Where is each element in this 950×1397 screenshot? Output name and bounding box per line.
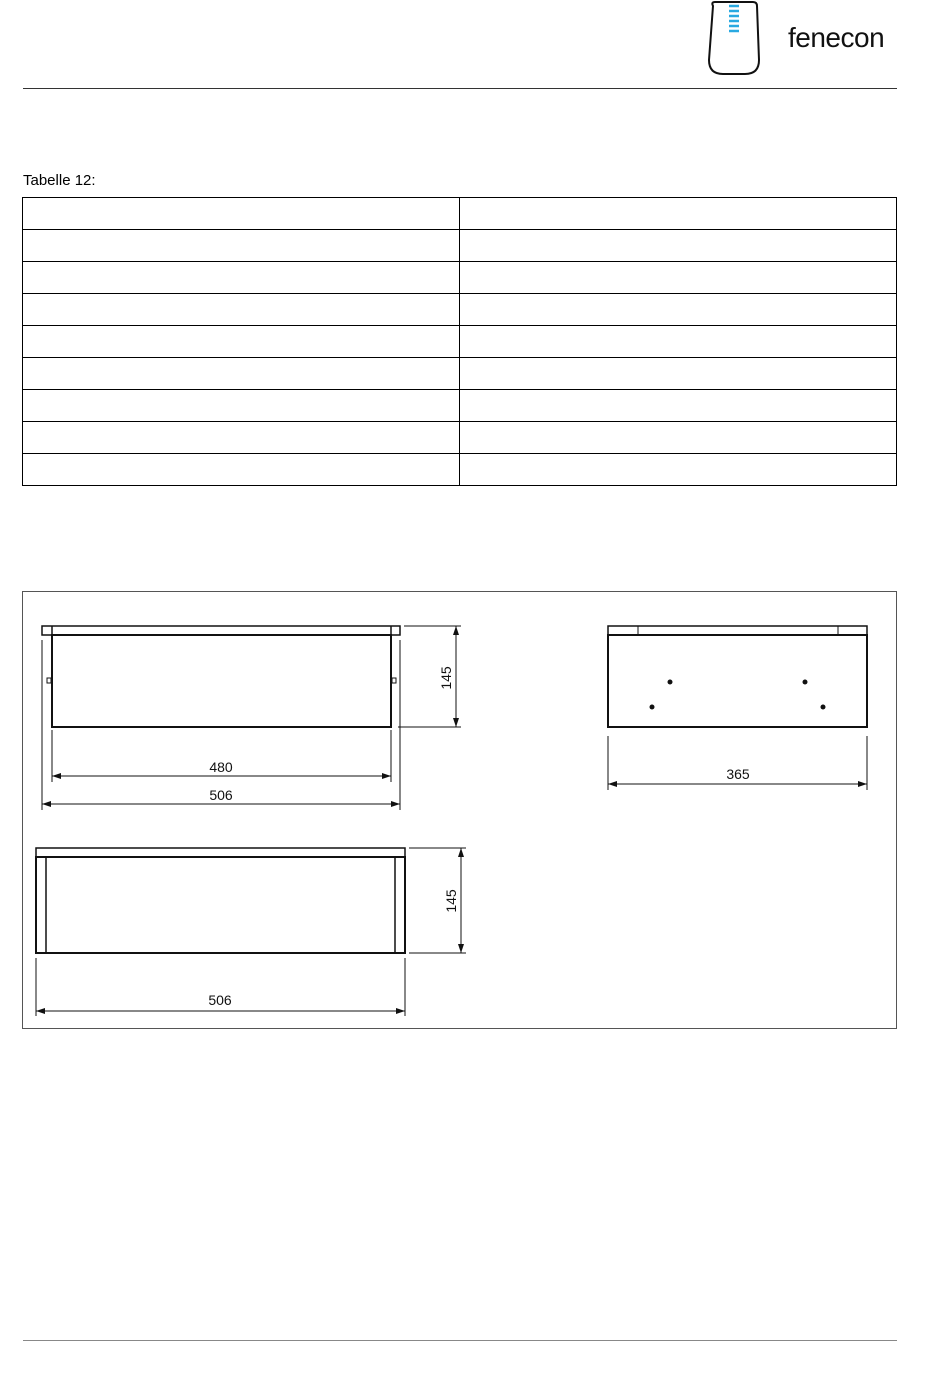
table-cell — [23, 230, 460, 262]
table-row — [23, 198, 897, 230]
table-cell — [460, 454, 897, 486]
top-height-label: 145 — [443, 889, 459, 913]
battery-level-icon — [729, 6, 739, 31]
table-cell — [460, 326, 897, 358]
table-row — [23, 454, 897, 486]
table-cell — [23, 262, 460, 294]
table-row — [23, 326, 897, 358]
table-row — [23, 390, 897, 422]
table-cell — [23, 422, 460, 454]
table-cell — [460, 358, 897, 390]
table-cell — [23, 198, 460, 230]
table-cell — [460, 390, 897, 422]
front-view — [42, 626, 461, 810]
front-outer-width-label: 506 — [209, 787, 233, 803]
table-cell — [23, 358, 460, 390]
dimension-drawing — [22, 591, 897, 1029]
table-cell — [460, 230, 897, 262]
table-row — [23, 358, 897, 390]
dimension-drawing-svg — [23, 592, 896, 1028]
table-cell — [23, 294, 460, 326]
spec-table — [22, 197, 897, 486]
table-cell — [460, 262, 897, 294]
brand-name: fenecon — [788, 22, 885, 53]
table-cell — [23, 390, 460, 422]
table-row — [23, 294, 897, 326]
brand-logo — [700, 0, 900, 82]
table-row — [23, 422, 897, 454]
front-inner-width-label: 480 — [209, 759, 233, 775]
top-width-label: 506 — [208, 992, 232, 1008]
footer-divider — [23, 1340, 897, 1341]
table-cell — [460, 294, 897, 326]
table-cell — [460, 198, 897, 230]
top-view — [36, 848, 466, 1016]
mounting-holes — [650, 680, 826, 710]
table-cell — [460, 422, 897, 454]
table-row — [23, 230, 897, 262]
table-row — [23, 262, 897, 294]
table-caption: Tabelle 12: — [23, 172, 96, 189]
fenecon-logo-icon — [705, 0, 763, 76]
table-cell — [23, 326, 460, 358]
side-depth-label: 365 — [726, 766, 750, 782]
header-divider — [23, 88, 897, 89]
table-cell — [23, 454, 460, 486]
front-height-label: 145 — [438, 666, 454, 690]
